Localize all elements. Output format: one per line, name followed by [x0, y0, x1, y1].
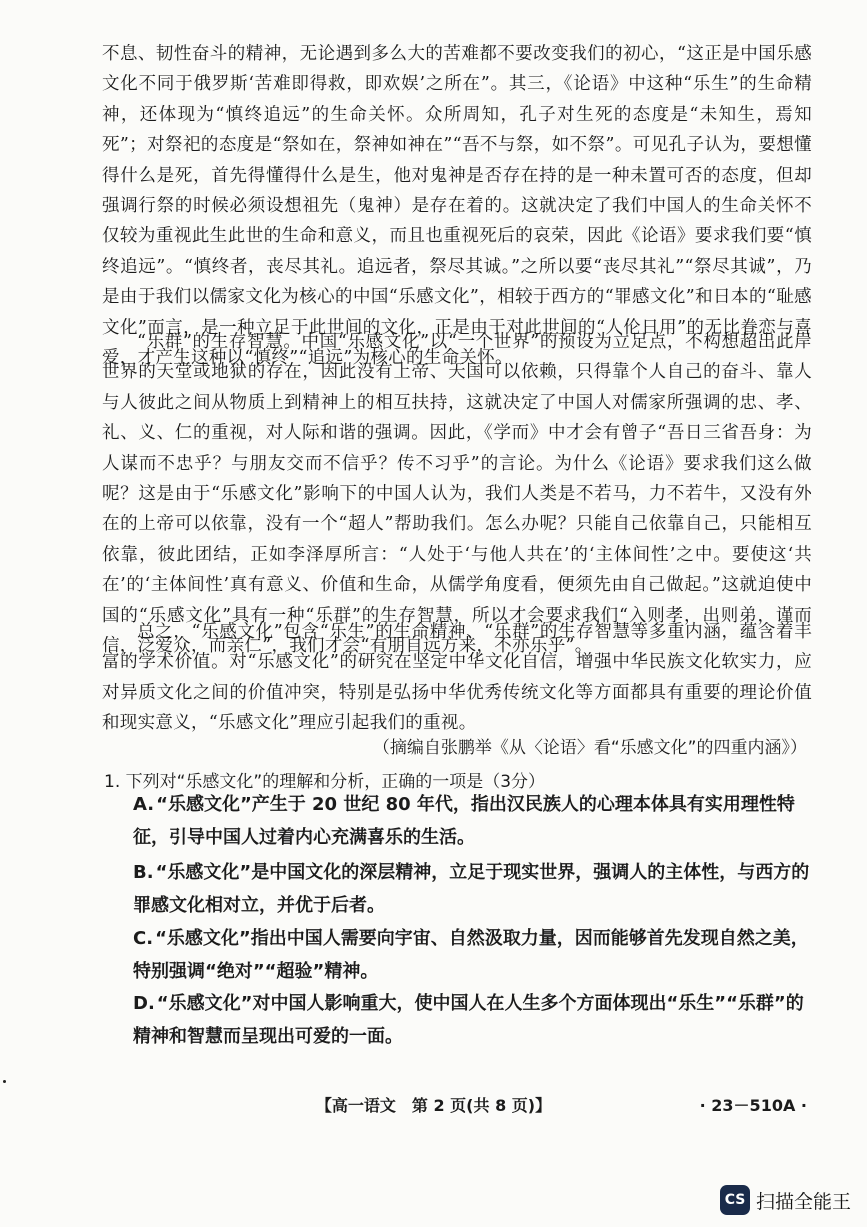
option-c-text: “乐感文化”指出中国人需要向宇宙、自然汲取力量，因而能够首先发现自然之美，特别强调“绝对”“超验”精神。 [133, 928, 809, 982]
passage-paragraph-2: “乐群”的生存智慧。中国“乐感文化”以“一个世界”的预设为立足点，不构想超出此岸世界的天堂或地狱的存在，因此没有上帝、天国可以依赖，只得靠个人自己的奋斗、靠人与人彼此之间从物质上到精神上的相互扶持，这就决定了中国人对儒家所强调的忠、孝、礼、义、仁的重视，对人际和谐的强调。因此，《学而》中才会有曾子“吾日三省吾身：为人谋而不忠乎？与朋友交而不信乎？传不习乎”的言论。为什么《论语》要求我们这么做呢？这是由于“乐感文化”影响下的中国人认为，我们人类是不若马，力不若牛，又没有外在的上帝可以依靠，没有一个“超人”帮助我们。怎么办呢？只能自己依靠自己，只能相互依靠，彼此团结，正如李泽厚所言：“人处于‘与他人共在’的‘主体间性’之中。要使这‘共在’的‘主体间性’真有意义、价值和生命，从儒学角度看，便须先由自己做起。”这就迫使中国的“乐感文化”具有一种“乐群”的生存智慧，所以才会要求我们“入则孝，出则弟，谨而信，泛爱众，而亲仁”，我们才会“有朋自远方来，不亦乐乎”。 [102, 332, 812, 657]
option-d-text: “乐感文化”对中国人影响重大，使中国人在人生多个方面体现出“乐生”“乐群”的精神和智慧而呈现出可爱的一面。 [133, 993, 804, 1047]
option-b-text: “乐感文化”是中国文化的深层精神，立足于现实世界，强调人的主体性，与西方的罪感文化相对立，并优于后者。 [133, 862, 810, 916]
scanner-watermark-text: 扫描全能王 [756, 1190, 852, 1213]
option-b [133, 856, 813, 922]
page-footer-code: · 23－510A · [699, 1096, 807, 1115]
option-a-letter: A. [133, 794, 155, 815]
question-stem: 1. 下列对“乐感文化”的理解和分析，正确的一项是（3分） [104, 772, 546, 792]
camscanner-logo-icon: CS [720, 1185, 750, 1215]
passage-source: （摘编自张鹏举《从〈论语〉看“乐感文化”的四重内涵》） [372, 738, 807, 758]
scanner-watermark [720, 1185, 851, 1215]
passage-paragraph-3: 总之，“乐感文化”包含“乐生”的生命精神、“乐群”的生存智慧等多重内涵，蕴含着丰富的学术价值。对“乐感文化”的研究在坚定中华文化自信，增强中华民族文化软实力，应对异质文化之间的价值冲突，特别是弘扬中华优秀传统文化等方面都具有重要的理论价值和现实意义，“乐感文化”理应引起我们的重视。 [102, 622, 812, 734]
option-a [133, 788, 813, 854]
option-c-letter: C. [133, 928, 154, 949]
option-d [133, 987, 813, 1053]
scan-dot [3, 1080, 6, 1083]
option-b-letter: B. [133, 862, 154, 883]
option-c [133, 922, 813, 988]
option-d-letter: D. [133, 993, 155, 1014]
option-a-text: “乐感文化”产生于 20 世纪 80 年代，指出汉民族人的心理本体具有实用理性特征，引导中国人过着内心充满喜乐的生活。 [133, 794, 795, 848]
passage-paragraph-1: 不息、韧性奋斗的精神，无论遇到多么大的苦难都不要改变我们的初心，“这正是中国乐感文化不同于俄罗斯‘苦难即得救，即欢娱’之所在”。其三，《论语》中这种“乐生”的生命精神，还体现为“慎终追远”的生命关怀。众所周知，孔子对生死的态度是“未知生，焉知死”；对祭祀的态度是“祭如在，祭神如神在”“吾不与祭，如不祭”。可见孔子认为，要想懂得什么是死，首先得懂得什么是生，他对鬼神是否存在持的是一种未置可否的态度，但却强调行祭的时候必须设想祖先（鬼神）是存在着的。这就决定了我们中国人的生命关怀不仅较为重视此生此世的生命和意义，而且也重视死后的哀荣，因此《论语》要求我们要“慎终追远”。“慎终者，丧尽其礼。追远者，祭尽其诚。”之所以要“丧尽其礼”“祭尽其诚”，乃是由于我们以儒家文化为核心的中国“乐感文化”，相较于西方的“罪感文化”和日本的“耻感文化”而言，是一种立足于此世间的文化，正是由于对此世间的“人伦日用”的无比眷恋与喜爱，才产生这种以“慎终”“追远”为核心的生命关怀。 [102, 44, 812, 369]
page-footer-label: 【高一语文 第 2 页(共 8 页)】 [315, 1096, 552, 1115]
